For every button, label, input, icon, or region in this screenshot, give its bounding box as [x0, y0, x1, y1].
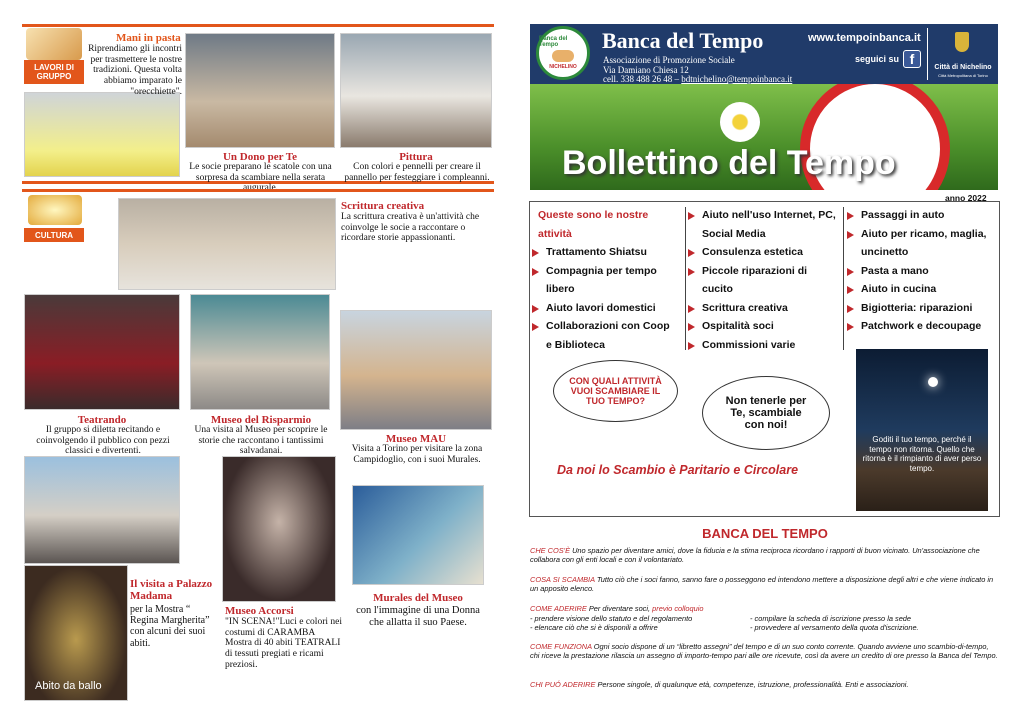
org-contacts — [603, 74, 792, 84]
murales-text: con l'immagine di una Donna che allatta il suo Paese. — [356, 605, 480, 628]
info-come-funziona — [530, 642, 1000, 661]
activity-item: Scrittura creativa — [688, 299, 840, 318]
info-bullet: - elencare ciò che si è disponili a offrire — [530, 623, 658, 633]
section-bar-lavori — [22, 24, 494, 27]
activity-item: Aiuto in cucina — [847, 280, 997, 299]
risparmio-text: Una visita al Museo per scoprire le storie che raccontano i tantissimi salvadanai. — [194, 425, 328, 457]
accorsi-text: "IN SCENA!"Luci e colori nei costumi di CARAMBA Mostra di 40 abiti TEATRALI di tessuti pregiati e ricami preziosi. — [225, 617, 342, 670]
activity-item: Collaborazioni con Coop e Biblioteca — [532, 317, 678, 354]
bdt-logo — [536, 26, 590, 80]
website-link[interactable]: www.tempoinbanca.it — [808, 32, 921, 44]
accorsi-title: Museo Accorsi — [225, 605, 294, 617]
activity-item: Consulenza estetica — [688, 243, 840, 262]
city-crest-icon — [955, 32, 969, 52]
night-quote: Goditi il tuo tempo, perché il tempo non ritorna. Quello che ritorna è il rimpianto di aver perso tempo. — [862, 435, 982, 473]
year-label: anno 2022 — [945, 193, 987, 203]
info-bullet: - prendere visione dello statuto e del regolamento — [530, 614, 693, 623]
mau-text: Visita a Torino per visitare la zona Campidoglio, con i suoi Murales. — [351, 444, 483, 465]
info-bullet: - provvedere al versamento della quota d'iscrizione. — [750, 623, 919, 633]
org-address: Via Damiano Chiesa 12 — [603, 65, 689, 75]
section-title: BANCA DEL TEMPO — [702, 526, 828, 541]
dono-title: Un Dono per Te — [222, 151, 298, 163]
activity-item: Aiuto lavori domestici — [532, 299, 678, 318]
city-sub: Città Metropolitana di Torino — [938, 73, 988, 78]
info-bullet: - compilare la scheda di iscrizione presso la sede — [750, 614, 912, 623]
facebook-icon[interactable]: f — [903, 50, 921, 68]
info-text: Per diventare soci, — [586, 604, 653, 613]
logo-text: Banca del Tempo — [539, 36, 568, 48]
info-text: Persone singole, di qualunque età, competenze, istruzione, professionalità. Enti e associazioni. — [595, 680, 909, 689]
dono-text: Le socie preparano le scatole con una sorpresa da scambiare nella serata — [189, 162, 332, 183]
info-text: Uno spazio per diventare amici, dove la fiducia e la stima reciproca ricordano i rapporti di buon vicinato. Un'associazione che collabora con gli enti locali e con il volontariato. — [530, 546, 980, 565]
night-photo — [856, 349, 988, 511]
org-phone: cell. 338 488 26 48 – — [603, 74, 679, 84]
col-divider-1 — [685, 207, 686, 350]
section-bar-cultura — [22, 189, 494, 192]
slogan: Da noi lo Scambio è Paritario e Circolare — [557, 463, 799, 477]
info-text: Ogni socio dispone di un “libretto assegni” del tempo e di un suo conto corrente. Quando avviene uno scambio-di-tempo, chi riceve la prestazione rilascia un assegno di importo-tempo pari alle ore ricevute, così da avere un credito di ore presso la Banca del Tempo. — [530, 642, 998, 661]
activity-item: Aiuto nell'uso Internet, PC, Social Media — [688, 206, 840, 243]
banner-title: Bollettino del Tempo — [562, 144, 896, 182]
info-label: CHI PUÓ ADERIRE — [530, 680, 596, 689]
activity-item: Compagnia per tempo libero — [532, 262, 678, 299]
info-chi-puo-aderire — [530, 680, 1000, 689]
photo-abito-da-ballo — [24, 565, 128, 701]
photo-dono — [185, 33, 335, 148]
pittura-text: Con colori e pennelli per creare il pannello per festeggiare i compleanni. — [344, 162, 490, 183]
activity-item: Aiuto per ricamo, maglia, uncinetto — [847, 225, 997, 262]
activities-col-1 — [532, 206, 678, 354]
photo-mani-in-pasta — [24, 92, 180, 177]
photo-pittura — [340, 33, 492, 148]
risparmio-title: Museo del Risparmio — [210, 414, 312, 426]
teatrando-title: Teatrando — [77, 414, 127, 426]
org-email[interactable]: bdtnichelino@tempoinbanca.it — [681, 74, 793, 84]
teatrando-text: Il gruppo si diletta recitando e coinvolgendo il pubblico con pezzi classici e divertenti. — [36, 425, 170, 457]
photo-scrittura — [118, 198, 336, 290]
activity-item: Passaggi in auto — [847, 206, 997, 225]
info-label: CHE COS'È — [530, 546, 571, 555]
activities-col-3 — [847, 206, 997, 336]
info-cosa-si-scambia — [530, 575, 1000, 594]
info-highlight: previo colloquio — [652, 604, 704, 613]
photo-risparmio — [190, 294, 330, 410]
info-text: Tutto ciò che i soci fanno, sanno fare o posseggono ed intendono mettere a disposizione degli altri e che viene indicato in un apposito elenco. — [530, 575, 994, 594]
activities-col-2 — [688, 206, 840, 354]
photo-madama-group — [24, 456, 180, 564]
info-label: COSA SI SCAMBIA — [530, 575, 595, 584]
murales-title: Murales del Museo — [373, 592, 463, 604]
logo-sub: NICHELINO — [549, 64, 577, 70]
activity-item: Pasta a mano — [847, 262, 997, 281]
pasta-icon — [26, 28, 82, 60]
city-name: Città di Nichelino — [934, 64, 992, 71]
activities-heading: Queste sono le nostre attività — [538, 209, 649, 240]
tag-lavori-di-gruppo: LAVORI DI GRUPPO — [24, 60, 84, 84]
flower-icon — [720, 102, 760, 142]
tag-cultura: CULTURA — [24, 228, 84, 242]
scrittura-text: La scrittura creativa è un'attività che coinvolge le socie a raccontare o ricordare storie appassionanti. — [341, 212, 480, 244]
col-divider-2 — [843, 207, 844, 350]
book-icon — [28, 195, 82, 225]
mani-title: Mani in pasta — [116, 32, 181, 44]
org-sub: Associazione di Promozione Sociale — [603, 55, 735, 65]
madama-title: Il visita a Palazzo Madama — [130, 578, 213, 602]
activity-item: Commissioni varie — [688, 336, 840, 355]
activity-item: Ospitalità soci — [688, 317, 840, 336]
activity-item: Piccole riparazioni di cucito — [688, 262, 840, 299]
info-label: COME ADERIRE — [530, 604, 587, 613]
photo-murales — [352, 485, 484, 585]
invite-cloud: Non tenerle per Te, scambiale con noi! — [702, 376, 830, 450]
activity-item: Patchwork e decoupage — [847, 317, 997, 336]
handshake-icon — [552, 50, 574, 62]
mau-title: Museo MAU — [385, 433, 447, 445]
activity-item: Trattamento Shiatsu — [532, 243, 678, 262]
moon-icon — [928, 377, 938, 387]
scrittura-title: Scrittura creativa — [341, 200, 425, 212]
photo-mau — [340, 310, 492, 430]
photo-caption: Abito da ballo — [35, 680, 102, 692]
info-bullets — [530, 614, 1000, 633]
question-cloud: CON QUALI ATTIVITÀ VUOI SCAMBIARE IL TUO TEMPO? — [553, 360, 678, 422]
info-come-aderire — [530, 604, 1000, 613]
madama-text: per la Mostra “ Regina Margherita” con alcuni dei suoi abiti. — [130, 604, 210, 649]
pittura-title: Pittura — [399, 151, 433, 163]
photo-teatrando — [24, 294, 180, 410]
org-name: Banca del Tempo — [602, 28, 764, 53]
follow-label: seguici su — [855, 54, 900, 64]
activity-item: Bigiotteria: riparazioni — [847, 299, 997, 318]
info-che-cose — [530, 546, 1000, 565]
info-label: COME FUNZIONA — [530, 642, 592, 651]
mani-text: Riprendiamo gli incontri per trasmettere le nostre tradizioni. Questa volta abbiamo imparato le "orecchiette". — [88, 44, 182, 97]
photo-accorsi — [222, 456, 336, 602]
